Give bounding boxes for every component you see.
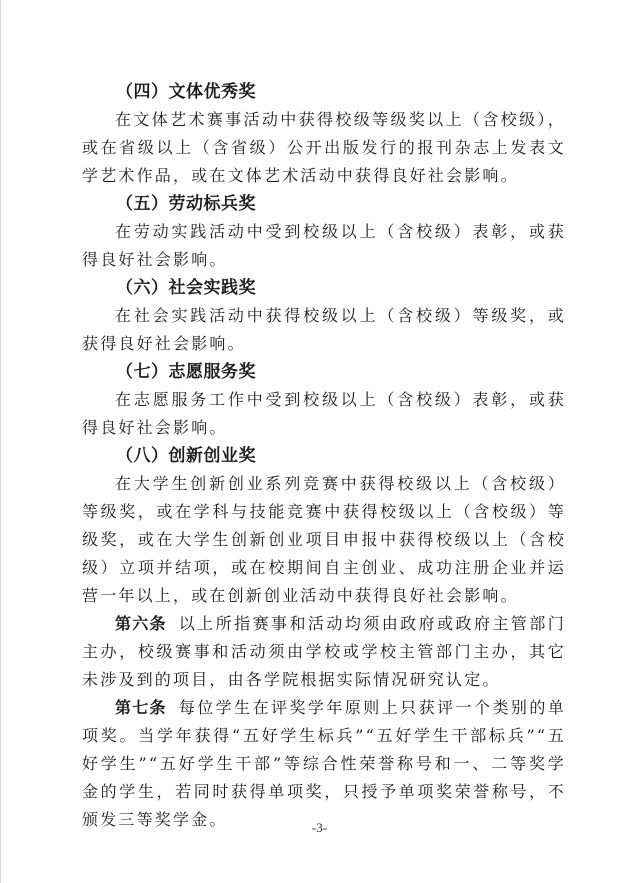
section-heading-8: （八）创新创业奖 xyxy=(116,446,256,466)
section-heading-7: （七）志愿服务奖 xyxy=(116,362,256,382)
section-text-4: 在文体艺术赛事活动中获得校级等级奖以上（含校级），或在省级以上（含省级）公开出版发行的报刊杂志上发表文学艺术作品，或在文体艺术活动中获得良好社会影响。 xyxy=(82,110,566,185)
article-6-number: 第六条 xyxy=(115,614,167,633)
section-text-7: 在志愿服务工作中受到校级以上（含校级）表彰，或获得良好社会影响。 xyxy=(82,390,566,437)
section-text-5: 在劳动实践活动中受到校级以上（含校级）表彰，或获得良好社会影响。 xyxy=(82,222,566,269)
page-number: -3- xyxy=(311,820,328,835)
article-6 xyxy=(82,610,566,694)
section-text-8: 在大学生创新创业系列竞赛中获得校级以上（含校级）等级奖，或在学科与技能竞赛中获得校级以上（含校级）等级奖，或在大学生创新创业项目申报中获得校级以上（含校级）立项并结项，或在校期间自主创业、成功注册企业并运营一年以上，或在创新创业活动中获得良好社会影响。 xyxy=(82,474,566,605)
document-body xyxy=(82,78,566,834)
section-text-6: 在社会实践活动中获得校级以上（含校级）等级奖，或获得良好社会影响。 xyxy=(82,306,566,353)
article-6-text: 以上所指赛事和活动均须由政府或政府主管部门主办，校级赛事和活动须由学校或学校主管部门主办，其它未涉及到的项目，由各学院根据实际情况研究认定。 xyxy=(82,614,566,689)
section-heading-4: （四）文体优秀奖 xyxy=(116,82,256,102)
section-heading-5: （五）劳动标兵奖 xyxy=(116,194,256,214)
article-7-number: 第七条 xyxy=(115,698,167,717)
article-7 xyxy=(82,694,566,834)
section-heading-6: （六）社会实践奖 xyxy=(116,278,256,298)
article-7-text: 每位学生在评奖学年原则上只获评一个类别的单项奖。当学年获得“五好学生标兵”“五好学生干部标兵”“五好学生”“五好学生干部”等综合性荣誉称号和一、二等奖学金的学生，若同时获得单项奖，只授予单项奖荣誉称号，不颁发三等奖学金。 xyxy=(82,698,566,829)
